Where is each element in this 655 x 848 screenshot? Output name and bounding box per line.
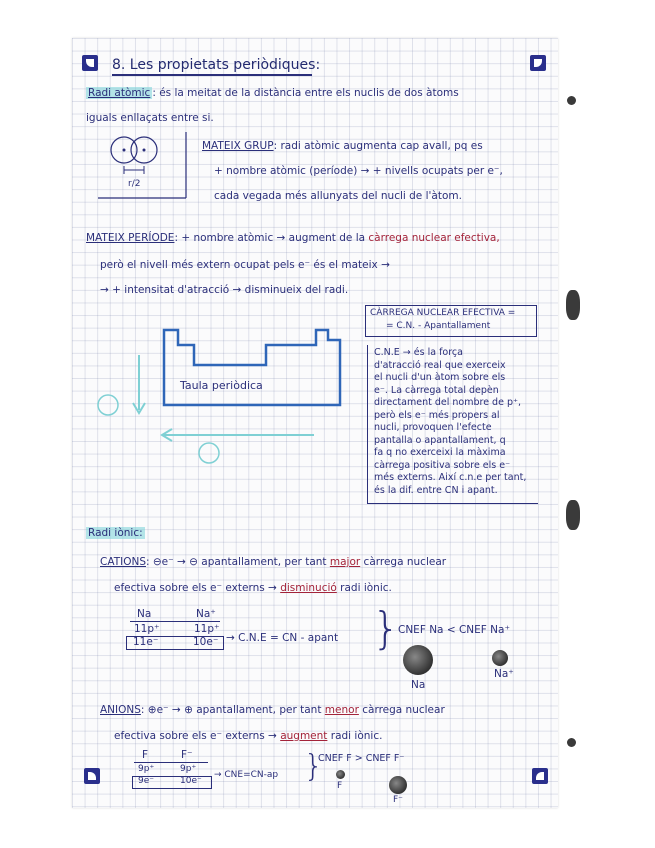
f-minus-ball-label: F⁻ — [393, 795, 403, 805]
f-ion-ball — [389, 776, 407, 794]
binder-hole — [567, 96, 576, 105]
page-corner-marker — [532, 768, 548, 784]
f-minus-electrons: 10e⁻ — [180, 776, 202, 786]
mateix-periode-line-2: però el nivell més extern ocupat pels e⁻ és el mateix → — [100, 259, 390, 271]
radi-atomic-def-2: iguals enllaçats entre si. — [86, 112, 214, 124]
anions-line-2 — [114, 731, 382, 742]
f-protons: 9p⁺ — [138, 764, 155, 774]
binder-hole — [566, 500, 580, 530]
cne-explanation-line: càrrega positiva sobre els e⁻ — [374, 459, 511, 471]
radi-atomic-heading-text: Radi atòmic — [88, 87, 151, 99]
anions-text-1-end: càrrega nuclear — [362, 704, 445, 716]
periodic-table-outline — [164, 330, 340, 405]
cations-text-2-end: radi iònic. — [340, 582, 392, 594]
cne-explanation-line: pantalla o apantallament, q — [374, 434, 506, 446]
mateix-grup-line-3: cada vegada més allunyats del nucli de l'àtom. — [214, 190, 462, 202]
half-distance-label: r/2 — [128, 179, 141, 189]
cations-brace: } — [372, 603, 400, 654]
na-table-divider — [130, 621, 220, 622]
cations-line-1 — [100, 557, 446, 568]
cne-explanation-line: e⁻. La càrrega total depèn — [374, 384, 499, 396]
cne-explanation — [374, 348, 542, 498]
anions-compare: CNEF F > CNEF F⁻ — [318, 753, 405, 764]
atom-nucleus — [123, 149, 126, 152]
page-title: 8. Les propietats periòdiques: — [112, 57, 321, 73]
cations-compare: CNEF Na < CNEF Na⁺ — [398, 624, 510, 636]
mateix-grup-line-1 — [202, 141, 483, 152]
mateix-grup-text-1: : radi atòmic augmenta cap avall, pq es — [273, 140, 483, 152]
radi-ionic-heading — [86, 528, 145, 539]
mateix-grup-line-2: + nombre atòmic (període) → + nivells ocupats per e⁻, — [214, 165, 503, 177]
cne-box-line-2: = C.N. - Apantallament — [386, 321, 491, 331]
f-minus-protons: 9p⁺ — [180, 764, 197, 774]
binder-hole — [566, 290, 580, 320]
f-electrons: 9e⁻ — [138, 776, 155, 786]
na-plus-protons: 11p⁺ — [194, 623, 220, 635]
anions-label: ANIONS — [100, 704, 141, 716]
atom-nucleus — [143, 149, 146, 152]
anions-text-1: : ⊕e⁻ → ⊕ apantallament, per tant — [140, 704, 322, 716]
page-corner-marker — [84, 768, 100, 784]
na-plus-electrons: 10e⁻ — [193, 636, 219, 648]
cations-major: major — [329, 556, 361, 568]
cations-text-1: : ⊖e⁻ → ⊖ apantallament, per tant — [146, 556, 327, 568]
anions-augment: augment — [280, 730, 328, 742]
mateix-periode-title: MATEIX PERÍODE — [86, 232, 175, 244]
mateix-periode-red: càrrega nuclear efectiva, — [368, 232, 500, 244]
page-corner-marker — [82, 55, 98, 71]
cne-explanation-line: és la dif. entre CN i apant. — [374, 484, 498, 496]
cne-explanation-line: més externs. Així c.n.e per tant, — [374, 472, 527, 483]
f-minus-symbol: F⁻ — [181, 749, 193, 761]
na-symbol: Na — [137, 608, 152, 620]
cne-explanation-line: C.N.E → és la força — [374, 347, 463, 358]
radi-ionic-heading-text: Radi iònic: — [88, 527, 143, 539]
f-symbol: F — [142, 749, 149, 761]
na-atom-ball — [403, 645, 433, 675]
anions-cne-formula: → CNE=CN-ap — [214, 770, 279, 780]
cne-explanation-line: nucli, provoquen l'efecte — [374, 422, 492, 433]
mateix-grup-title: MATEIX GRUP — [202, 140, 274, 152]
f-table-divider — [134, 762, 208, 763]
radi-atomic-def-1: : és la meitat de la distància entre els nuclis de dos àtoms — [152, 87, 459, 99]
na-plus-symbol: Na⁺ — [196, 608, 216, 620]
anions-text-2: efectiva sobre els e⁻ externs → — [114, 730, 277, 742]
periodic-table-label: Taula periòdica — [180, 379, 263, 392]
cations-cne-formula: → C.N.E = CN - apant — [226, 632, 339, 644]
cne-explanation-line: fa q no exerceixi la màxima — [374, 447, 506, 458]
cations-line-2 — [114, 583, 392, 594]
page-corner-marker — [530, 55, 546, 71]
radi-atomic-heading — [86, 88, 459, 99]
radius-plus-circle — [98, 395, 118, 415]
cations-text-2: efectiva sobre els e⁻ externs → — [114, 582, 277, 594]
na-ion-ball — [492, 650, 508, 666]
anions-brace: } — [304, 749, 324, 784]
cne-explanation-line: però els e⁻ més propers al — [374, 409, 500, 421]
radius-plus-circle — [199, 443, 219, 463]
cne-explanation-line: d'atracció real que exerceix — [374, 359, 506, 371]
title-underline — [112, 74, 312, 76]
na-plus-ball-label: Na⁺ — [494, 668, 514, 680]
mateix-periode-text-1: : + nombre atòmic → augment de la — [174, 232, 366, 244]
anions-text-2-end: radi iònic. — [330, 730, 383, 742]
cne-box-line-1: CÀRREGA NUCLEAR EFECTIVA = — [370, 308, 516, 318]
atoms-diagram — [98, 130, 198, 200]
anions-line-1 — [100, 705, 445, 716]
f-ball-label: F — [337, 781, 343, 791]
mateix-periode-line-1 — [86, 233, 500, 244]
periodic-table-sketch — [94, 325, 354, 475]
mateix-periode-line-3: → + intensitat d'atracció → disminueix del radi. — [100, 284, 349, 296]
cations-label: CATIONS — [100, 556, 146, 568]
binder-hole — [567, 738, 576, 747]
f-atom-ball — [336, 770, 345, 779]
cne-explanation-line: el nucli d'un àtom sobre els — [374, 372, 506, 383]
na-electrons: 11e⁻ — [133, 636, 159, 648]
na-ball-label: Na — [411, 679, 426, 691]
cne-explanation-line: directament del nombre de p⁺, — [374, 397, 522, 408]
cations-disminucio: disminució — [280, 582, 337, 594]
na-protons: 11p⁺ — [134, 623, 160, 635]
cations-text-1-end: càrrega nuclear — [363, 556, 447, 568]
anions-menor: menor — [324, 704, 359, 716]
